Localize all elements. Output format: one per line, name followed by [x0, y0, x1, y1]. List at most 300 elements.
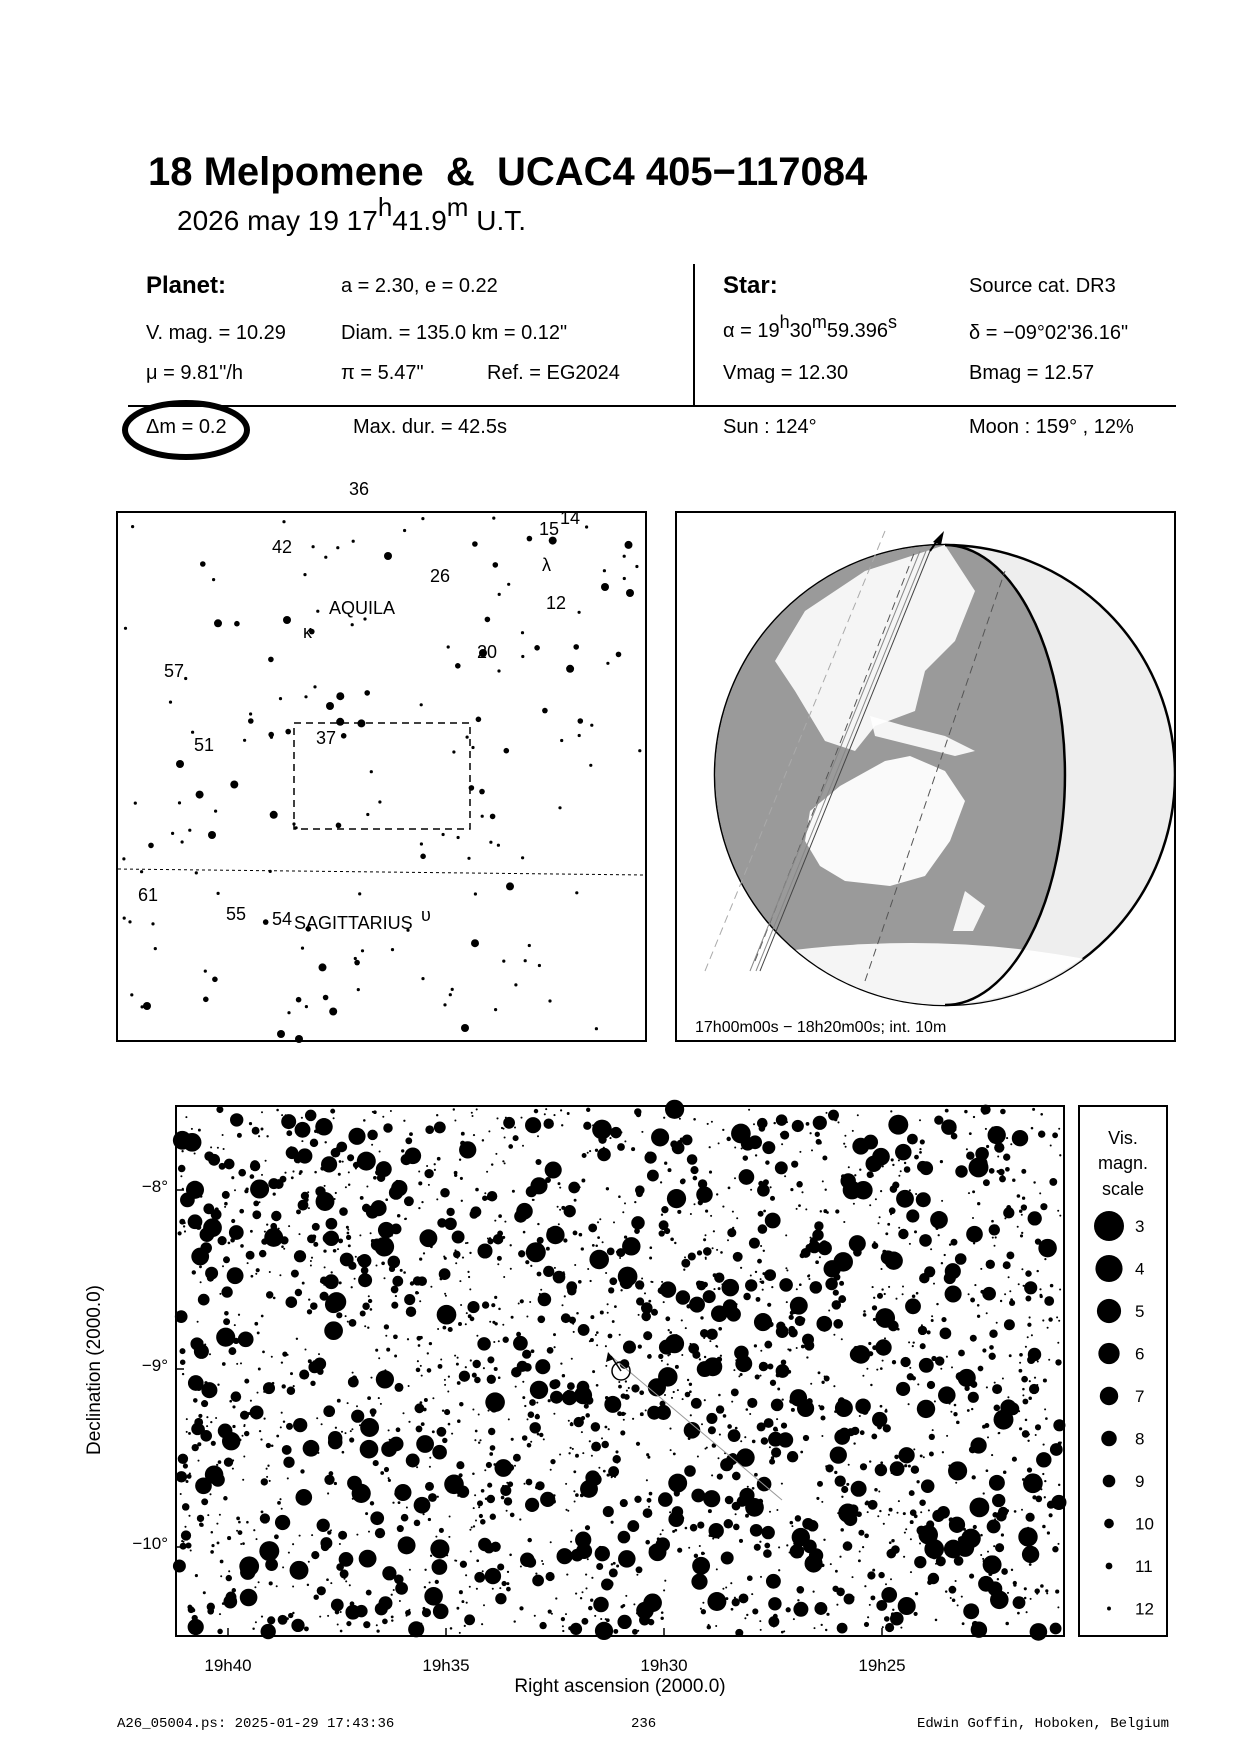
field-star	[384, 1467, 389, 1472]
field-star	[598, 1135, 606, 1143]
field-star	[751, 1593, 753, 1595]
field-star	[429, 1342, 432, 1345]
field-star	[668, 1511, 684, 1527]
field-star	[276, 1585, 278, 1587]
field-star	[744, 1617, 746, 1619]
field-star	[298, 1233, 300, 1235]
field-star	[946, 1356, 948, 1358]
field-star	[1025, 1346, 1027, 1348]
field-star	[694, 1554, 698, 1558]
field-star	[272, 1382, 275, 1385]
field-star	[920, 1139, 925, 1144]
field-star	[791, 1451, 795, 1455]
field-star	[511, 1316, 514, 1319]
field-star	[722, 1588, 724, 1590]
field-star	[325, 1296, 342, 1313]
field-star	[786, 1544, 788, 1546]
finder-star-label: 20	[477, 642, 498, 662]
field-star	[650, 1281, 652, 1283]
field-star	[791, 1161, 798, 1168]
field-star	[525, 1260, 529, 1264]
field-star	[395, 1383, 404, 1392]
field-star	[245, 1187, 248, 1190]
field-star	[649, 1257, 652, 1260]
field-star	[418, 1181, 422, 1185]
field-star	[347, 1232, 350, 1235]
field-star	[360, 1196, 364, 1200]
field-star	[993, 1545, 995, 1547]
field-star	[310, 1260, 312, 1262]
finder-star-label: υ	[421, 905, 431, 925]
field-star	[456, 1363, 459, 1366]
field-star	[224, 1206, 226, 1208]
field-star	[1050, 1144, 1052, 1146]
field-star	[565, 1613, 567, 1615]
field-star	[1049, 1178, 1057, 1186]
field-star	[424, 1398, 428, 1402]
field-star	[839, 1281, 844, 1286]
field-star	[814, 1221, 823, 1230]
field-star	[754, 1473, 758, 1477]
field-star	[647, 1354, 652, 1359]
field-star	[419, 1300, 421, 1302]
field-star	[994, 1245, 996, 1247]
field-star	[273, 1192, 276, 1195]
field-star	[694, 1203, 696, 1205]
field-star	[770, 1196, 775, 1201]
field-star	[625, 1380, 627, 1382]
field-star	[280, 1236, 288, 1244]
legend-magnitude-label: 11	[1135, 1557, 1153, 1576]
field-star	[1055, 1590, 1059, 1594]
field-star	[891, 1539, 894, 1542]
field-star	[484, 1469, 486, 1471]
field-star	[509, 1554, 512, 1557]
field-star	[793, 1618, 795, 1620]
field-star	[367, 1130, 378, 1141]
field-star	[597, 1221, 599, 1223]
field-star	[974, 1284, 976, 1286]
field-star	[977, 1202, 980, 1205]
field-star	[890, 1578, 892, 1580]
legend-magnitude-label: 5	[1135, 1302, 1145, 1321]
field-star	[418, 1344, 421, 1347]
field-star	[198, 1460, 200, 1462]
field-star	[261, 1624, 276, 1639]
field-star	[425, 1125, 434, 1134]
field-star	[376, 1161, 392, 1177]
field-star	[461, 1600, 464, 1603]
field-star	[490, 1405, 498, 1413]
field-star	[291, 1176, 294, 1179]
field-star	[324, 1141, 326, 1143]
field-star	[633, 1603, 635, 1605]
field-star	[561, 1206, 565, 1210]
field-star	[1030, 1623, 1048, 1641]
field-star	[421, 1422, 425, 1426]
field-star	[758, 1224, 768, 1234]
field-star	[278, 1228, 280, 1230]
field-star	[773, 1625, 775, 1627]
planet-orbit: a = 2.30, e = 0.22	[341, 275, 498, 297]
field-star	[762, 1141, 775, 1154]
field-star	[798, 1204, 801, 1207]
field-star	[337, 1248, 339, 1250]
field-star	[1000, 1109, 1006, 1115]
field-star	[203, 1591, 206, 1594]
field-star	[182, 1476, 185, 1479]
field-star	[744, 1436, 746, 1438]
field-star	[562, 1374, 565, 1377]
field-star	[732, 1502, 741, 1511]
field-star	[182, 1373, 184, 1375]
field-star	[578, 1324, 590, 1336]
field-star	[796, 1208, 798, 1210]
field-star	[385, 1335, 387, 1337]
field-star	[940, 1160, 943, 1163]
field-star	[224, 1202, 228, 1206]
field-star	[348, 1128, 365, 1145]
field-star	[813, 1116, 827, 1130]
field-star	[290, 1114, 292, 1116]
field-star	[194, 1344, 209, 1359]
field-star	[250, 1179, 269, 1198]
field-star	[472, 1373, 477, 1378]
field-star	[1012, 1178, 1015, 1181]
field-star	[216, 1523, 218, 1525]
field-star	[523, 1231, 526, 1234]
field-star	[460, 1304, 462, 1306]
field-star	[448, 1536, 450, 1538]
field-star	[549, 1380, 559, 1390]
field-star	[590, 1315, 594, 1319]
field-star	[330, 1109, 335, 1114]
field-star	[454, 1487, 456, 1489]
field-star	[404, 1294, 415, 1305]
field-star	[543, 1118, 553, 1128]
field-star	[237, 1133, 242, 1138]
field-star	[679, 1118, 681, 1120]
field-star	[223, 1256, 230, 1263]
field-star	[473, 1134, 475, 1136]
field-star	[479, 1514, 483, 1518]
field-star	[1048, 1317, 1052, 1321]
field-star	[1057, 1210, 1059, 1212]
planet-reference: Ref. = EG2024	[487, 362, 620, 384]
field-star	[301, 1192, 309, 1200]
field-star	[382, 1116, 384, 1118]
field-star	[771, 1399, 784, 1412]
field-star	[535, 1573, 537, 1575]
field-star	[677, 1210, 681, 1214]
legend-magnitude-label: 4	[1135, 1259, 1145, 1279]
field-star	[877, 1515, 879, 1517]
field-star	[764, 1543, 770, 1549]
field-star	[261, 1128, 264, 1131]
field-star	[502, 1485, 505, 1488]
field-star	[999, 1175, 1006, 1182]
field-star	[1040, 1584, 1044, 1588]
field-star	[600, 1311, 604, 1315]
field-star	[238, 1530, 243, 1535]
field-star	[646, 1479, 648, 1481]
field-star	[880, 1190, 882, 1192]
field-star	[1004, 1319, 1015, 1330]
field-star	[504, 1497, 512, 1505]
field-star	[762, 1289, 764, 1291]
field-star	[945, 1109, 949, 1113]
field-star	[457, 1495, 459, 1497]
field-star	[769, 1511, 771, 1513]
field-star	[624, 1140, 626, 1142]
field-star	[717, 1474, 723, 1480]
field-star	[671, 1376, 676, 1381]
field-star	[956, 1539, 974, 1557]
field-star	[304, 1626, 309, 1631]
field-star	[228, 1347, 236, 1355]
field-star	[293, 1385, 295, 1387]
field-star	[536, 1402, 538, 1404]
field-star	[1034, 1377, 1036, 1379]
field-star	[703, 1290, 716, 1303]
field-star	[763, 1210, 766, 1213]
field-star	[226, 1592, 237, 1603]
field-star	[216, 1464, 218, 1466]
field-star	[986, 1145, 989, 1148]
field-star	[240, 1244, 244, 1248]
field-star	[1056, 1316, 1058, 1318]
field-star	[843, 1541, 853, 1551]
field-star	[882, 1360, 884, 1362]
field-star	[835, 1209, 839, 1213]
field-star	[880, 1461, 883, 1464]
field-star	[972, 1475, 976, 1479]
field-star	[541, 1578, 544, 1581]
field-star	[498, 1308, 501, 1311]
field-star	[980, 1444, 982, 1446]
field-star	[763, 1250, 765, 1252]
field-star	[222, 1265, 224, 1267]
field-star	[550, 1469, 552, 1471]
field-star	[720, 1309, 722, 1311]
finder-star-label: 36	[349, 479, 370, 499]
field-star	[393, 1589, 395, 1591]
field-star	[211, 1544, 214, 1547]
field-star	[903, 1512, 906, 1515]
field-star	[476, 1108, 478, 1110]
field-star	[403, 1271, 406, 1274]
field-star	[711, 1535, 713, 1537]
field-star	[764, 1341, 772, 1349]
field-star	[575, 1593, 577, 1595]
field-star	[910, 1571, 912, 1573]
field-star	[936, 1556, 946, 1566]
field-star	[884, 1337, 886, 1339]
field-star	[784, 1175, 786, 1177]
field-star	[243, 1456, 245, 1458]
field-star	[603, 1470, 606, 1473]
field-star	[616, 1251, 618, 1253]
field-star	[989, 1345, 994, 1350]
field-star	[254, 1322, 258, 1326]
field-star	[843, 1221, 845, 1223]
field-star	[648, 1506, 650, 1508]
field-star	[1029, 1316, 1031, 1318]
field-star	[246, 1251, 255, 1260]
x-tick-label: 19h35	[422, 1656, 470, 1675]
field-star	[459, 1490, 461, 1492]
field-star	[547, 1347, 554, 1354]
field-star	[187, 1605, 192, 1610]
field-star	[1044, 1496, 1046, 1498]
field-star	[875, 1464, 887, 1476]
field-star	[847, 1428, 855, 1436]
field-star	[792, 1335, 794, 1337]
field-star	[526, 1250, 529, 1253]
field-star	[691, 1489, 705, 1503]
field-star	[647, 1498, 652, 1503]
field-star	[608, 1466, 619, 1477]
field-star	[333, 1249, 337, 1253]
field-star	[487, 1375, 496, 1384]
field-star	[1022, 1430, 1030, 1438]
field-star	[582, 1452, 584, 1454]
field-star	[801, 1345, 805, 1349]
field-star	[931, 1356, 936, 1361]
field-star	[186, 1431, 188, 1433]
field-star	[180, 1175, 182, 1177]
field-star	[1020, 1234, 1023, 1237]
field-star	[787, 1370, 791, 1374]
field-star	[211, 1531, 214, 1534]
field-star	[403, 1120, 405, 1122]
field-star	[752, 1608, 758, 1614]
field-star	[525, 1557, 536, 1568]
field-star	[510, 1268, 512, 1270]
field-star	[400, 1269, 403, 1272]
field-star	[783, 1630, 785, 1632]
field-star	[1030, 1598, 1032, 1600]
field-star	[193, 1398, 198, 1403]
field-star	[214, 1157, 216, 1159]
field-star	[810, 1237, 812, 1239]
field-star	[800, 1253, 805, 1258]
field-star	[726, 1137, 730, 1141]
field-star	[992, 1237, 994, 1239]
field-star	[824, 1376, 826, 1378]
field-star	[634, 1228, 640, 1234]
field-star	[221, 1286, 232, 1297]
field-star	[749, 1413, 751, 1415]
field-star	[776, 1429, 778, 1431]
field-star	[762, 1526, 775, 1539]
field-star	[282, 1351, 287, 1356]
field-star	[969, 1132, 972, 1135]
field-star	[519, 1518, 521, 1520]
field-star	[608, 1334, 613, 1339]
field-star	[1031, 1127, 1034, 1130]
field-star	[796, 1586, 804, 1594]
field-star	[496, 1117, 498, 1119]
field-star	[1036, 1384, 1038, 1386]
field-star	[536, 1481, 545, 1490]
field-star	[898, 1229, 908, 1239]
field-star	[844, 1431, 846, 1433]
field-star	[275, 1227, 278, 1230]
field-star	[607, 1248, 615, 1256]
field-star	[201, 1498, 208, 1505]
field-star	[841, 1338, 843, 1340]
field-star	[645, 1409, 647, 1411]
field-star	[826, 1613, 829, 1616]
field-star	[721, 1552, 734, 1565]
field-star	[900, 1357, 910, 1367]
field-star	[418, 1171, 420, 1173]
field-star	[834, 1410, 837, 1413]
field-star	[530, 1265, 532, 1267]
field-star	[426, 1165, 428, 1167]
field-star	[1012, 1457, 1017, 1462]
field-star	[1027, 1336, 1029, 1338]
field-star	[351, 1286, 353, 1288]
field-star	[835, 1570, 838, 1573]
field-star	[868, 1500, 878, 1510]
field-star	[471, 1112, 473, 1114]
field-star	[851, 1576, 853, 1578]
field-star	[660, 1181, 662, 1183]
field-star	[440, 1277, 443, 1280]
field-star	[553, 1413, 555, 1415]
field-star	[920, 1511, 922, 1513]
field-star	[770, 1186, 772, 1188]
field-star	[570, 1541, 572, 1543]
field-star	[980, 1554, 982, 1556]
field-star	[935, 1563, 937, 1565]
field-star	[267, 1465, 269, 1467]
field-star	[317, 1132, 319, 1134]
field-star	[993, 1486, 995, 1488]
field-star	[454, 1120, 456, 1122]
field-star	[746, 1614, 748, 1616]
field-star	[307, 1584, 309, 1586]
field-star	[291, 1270, 299, 1278]
field-star	[910, 1538, 912, 1540]
field-star	[1022, 1388, 1025, 1391]
field-star	[1021, 1509, 1023, 1511]
field-star	[240, 1589, 258, 1607]
field-star	[238, 1331, 254, 1347]
field-star	[388, 1479, 391, 1482]
field-star	[206, 1416, 208, 1418]
field-star	[1010, 1143, 1012, 1145]
field-star	[347, 1402, 349, 1404]
field-star	[248, 1412, 250, 1414]
field-star	[434, 1121, 446, 1133]
field-star	[885, 1252, 903, 1270]
field-star	[891, 1158, 894, 1161]
field-star	[416, 1435, 434, 1453]
field-star	[989, 1224, 1000, 1235]
field-star	[932, 1429, 934, 1431]
field-star	[314, 1171, 317, 1174]
field-star	[323, 1249, 326, 1252]
finder-star-label: 54	[272, 909, 293, 929]
field-star	[254, 1586, 256, 1588]
field-star	[790, 1544, 804, 1558]
field-star	[722, 1279, 740, 1297]
field-star	[904, 1166, 911, 1173]
field-star	[989, 1475, 1005, 1491]
